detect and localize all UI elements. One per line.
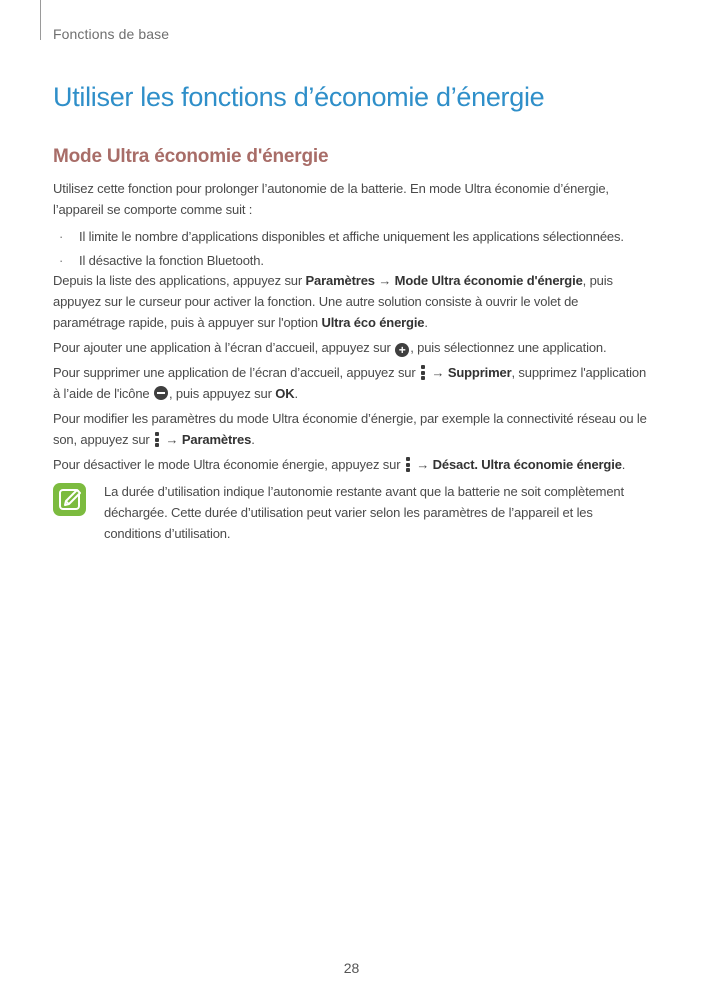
disable-term: Désact. Ultra économie énergie <box>432 457 622 472</box>
minus-circle-icon <box>154 386 168 400</box>
remove-paragraph: Pour supprimer une application de l’écran d’accueil, appuyez sur → Supprimer, supprimez l'application à l’aide de l'icône , puis appuyez sur OK. <box>53 365 647 401</box>
feature-list <box>53 226 653 271</box>
ultra-mode-term: Mode Ultra économie d'énergie <box>394 273 583 288</box>
more-options-icon <box>406 457 410 472</box>
parameters-term: Paramètres <box>181 432 252 447</box>
settings-term: Paramètres <box>305 273 375 288</box>
section-subtitle: Mode Ultra économie d'énergie <box>53 146 329 167</box>
list-item-text: Il désactive la fonction Bluetooth. <box>79 253 264 268</box>
content-body <box>53 178 653 544</box>
note-text: La durée d’utilisation indique l’autonomie restante avant que la batterie ne soit complètement déchargée. Cette durée d’utilisation peut varier selon les paramètres de l’appareil et les conditions d’utilisation. <box>104 484 624 541</box>
list-item <box>53 250 653 271</box>
bullet-icon: · <box>59 253 64 268</box>
disable-paragraph: Pour désactiver le mode Ultra économie énergie, appuyez sur → Désact. Ultra économie énergie. <box>53 457 626 472</box>
intro-paragraph: Utilisez cette fonction pour prolonger l’autonomie de la batterie. En mode Ultra économie d’énergie, l’appareil se comporte comme suit : <box>53 181 609 217</box>
add-circle-icon: + <box>395 343 409 357</box>
list-item <box>53 226 653 247</box>
list-item-text: Il limite le nombre d’applications disponibles et affiche uniquement les applications sélectionnées. <box>79 229 624 244</box>
settings-paragraph: Pour modifier les paramètres du mode Ultra économie d’énergie, par exemple la connectivité réseau ou le son, appuyez sur → Paramètres. <box>53 411 647 447</box>
delete-term: Supprimer <box>447 365 512 380</box>
page-number: 28 <box>343 960 360 976</box>
more-options-icon <box>155 432 159 447</box>
more-options-icon <box>421 365 425 380</box>
ultra-eco-term: Ultra éco énergie <box>321 315 425 330</box>
add-paragraph: Pour ajouter une application à l’écran d’accueil, appuyez sur + , puis sélectionnez une application. <box>53 340 607 357</box>
bullet-icon: · <box>59 229 64 244</box>
note-block <box>53 481 653 544</box>
header-divider <box>40 0 41 40</box>
note-pencil-icon <box>53 483 86 516</box>
ok-term: OK <box>275 386 295 401</box>
activate-paragraph: Depuis la liste des applications, appuyez sur Paramètres → Mode Ultra économie d'énergie, puis appuyez sur le curseur pour activer la fonction. Une autre solution consiste à ouvrir le volet de paramétrage rapide, puis à appuyer sur l'option Ultra éco énergie. <box>53 273 613 330</box>
section-label: Fonctions de base <box>53 26 170 42</box>
page-title: Utiliser les fonctions d’économie d’énergie <box>53 82 545 112</box>
